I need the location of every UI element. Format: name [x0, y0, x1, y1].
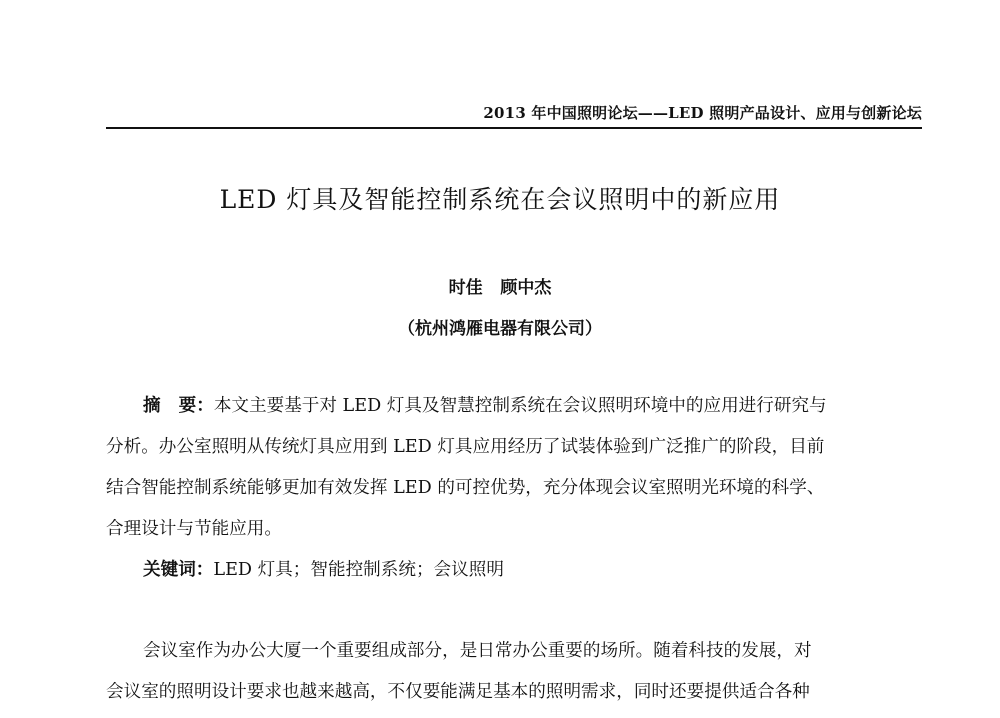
article-affiliation: （杭州鸿雁电器有限公司） — [398, 319, 602, 339]
abstract-line-1 — [106, 385, 918, 427]
header-rule — [106, 127, 922, 129]
body-line-2: 会议室的照明设计要求也越来越高，不仅要能满足基本的照明需求，同时还要提供适合各种 — [106, 682, 810, 702]
keywords — [106, 549, 918, 591]
keywords-line — [106, 549, 918, 591]
abstract-line-3: 结合智能控制系统能够更加有效发挥 LED 的可控优势，充分体现会议室照明光环境的科学、 — [106, 478, 825, 498]
abstract-text-1: 本文主要基于对 LED 灯具及智慧控制系统在会议照明环境中的应用进行研究与 — [213, 396, 827, 416]
abstract — [106, 385, 918, 550]
body-paragraph — [106, 631, 918, 713]
abstract-label-char1: 摘 — [143, 395, 161, 416]
running-header: 2013 年中国照明论坛——LED 照明产品设计、应用与创新论坛 — [483, 104, 922, 122]
abstract-line-2: 分析。办公室照明从传统灯具应用到 LED 灯具应用经历了试装体验到广泛推广的阶段，目前 — [106, 437, 825, 457]
keywords-text: LED 灯具；智能控制系统；会议照明 — [213, 560, 504, 580]
body-line-1: 会议室作为办公大厦一个重要组成部分，是日常办公重要的场所。随着科技的发展，对 — [143, 641, 812, 661]
article-title: LED 灯具及智能控制系统在会议照明中的新应用 — [219, 185, 781, 214]
keywords-label: 关键词： — [143, 559, 214, 580]
abstract-label-char2: 要： — [178, 395, 214, 416]
abstract-line-4: 合理设计与节能应用。 — [106, 519, 282, 539]
article-authors: 时佳 顾中杰 — [448, 278, 552, 298]
